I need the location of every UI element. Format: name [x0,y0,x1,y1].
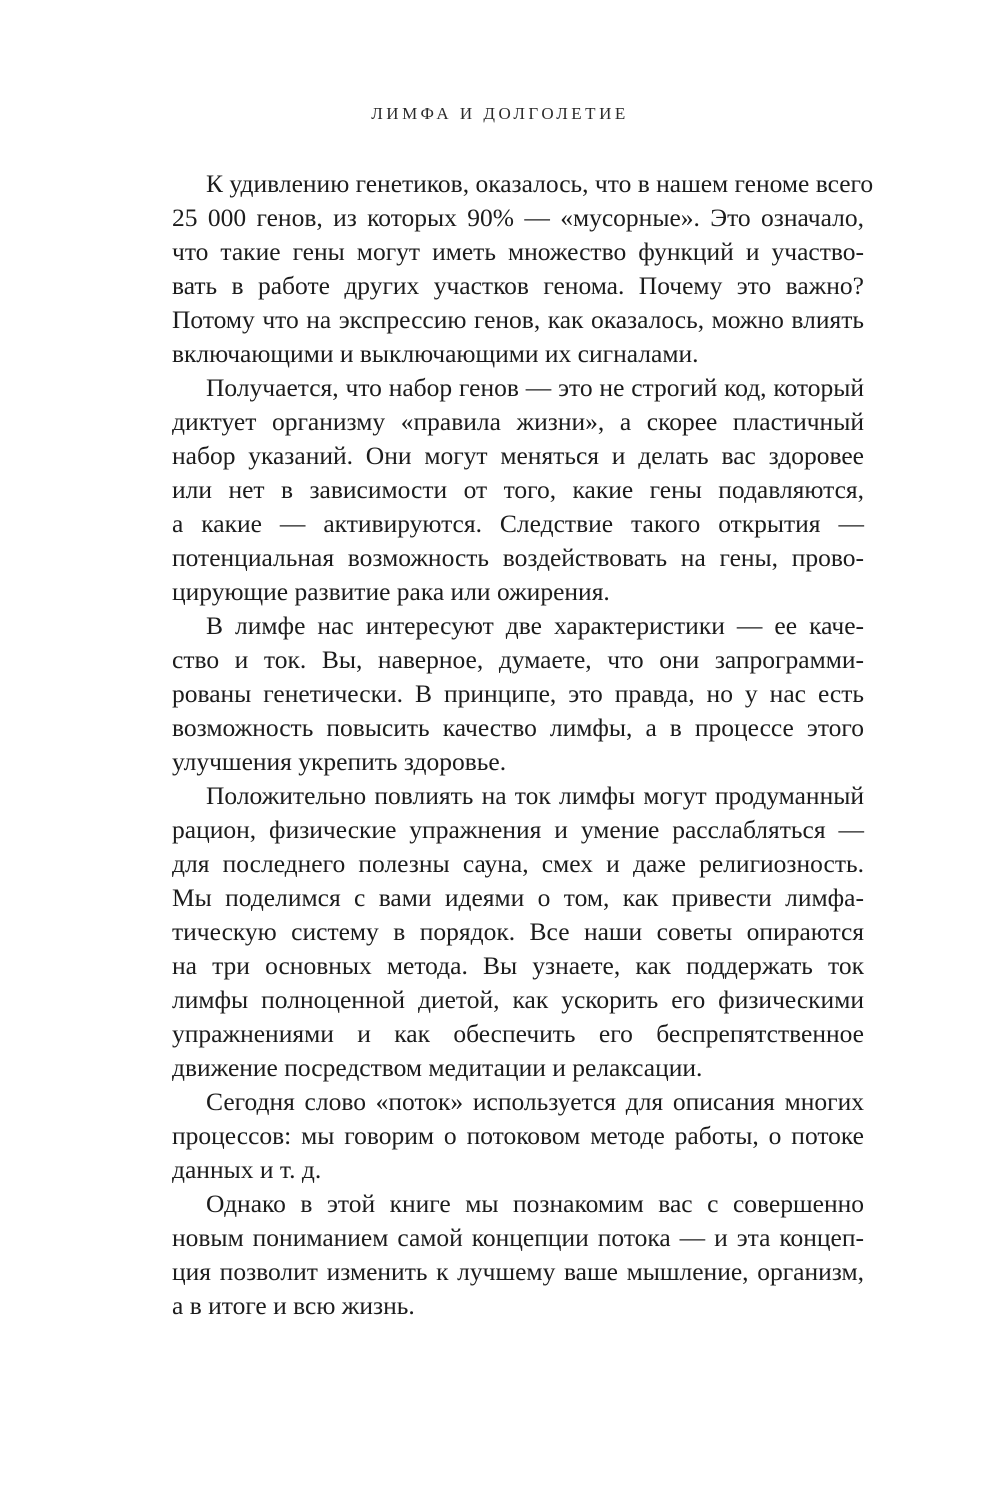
paragraph-1 [172,167,874,371]
text-line: В лимфе нас интересуют две характеристики — ее каче- [206,611,864,640]
running-head: ЛИМФА И ДОЛГОЛЕТИЕ [371,104,629,123]
text-line: новым пониманием самой концепции потока — и эта концеп- [172,1223,864,1252]
text-line: ция позволит изменить к лучшему ваше мышление, организм, [172,1257,864,1286]
text-line: данных и т. д. [172,1155,322,1184]
text-line: Однако в этой книге мы познакомим вас с совершенно [206,1189,864,1218]
text-line: лимфы полноценной диетой, как ускорить его физическими [172,985,864,1014]
text-line: набор указаний. Они могут меняться и делать вас здоровее [172,441,864,470]
text-line: на три основных метода. Вы узнаете, как поддержать ток [172,951,864,980]
text-line: включающими и выключающими их сигналами. [172,339,699,368]
text-line: рованы генетически. В принципе, это правда, но у нас есть [172,679,864,708]
text-line: или нет в зависимости от того, какие гены подавляются, [172,475,864,504]
text-line: К удивлению генетиков, оказалось, что в нашем геноме всего [206,169,874,198]
text-line: 25 000 генов, из которых 90% — «мусорные». Это означало, [172,203,864,232]
text-line: процессов: мы говорим о потоковом методе работы, о потоке [172,1121,864,1150]
text-line: возможность повысить качество лимфы, а в процессе этого [172,713,864,742]
text-line: рацион, физические упражнения и умение расслабляться — [172,815,864,844]
text-line: Положительно повлиять на ток лимфы могут продуманный [206,781,864,810]
text-line: а какие — активируются. Следствие такого открытия — [172,509,864,538]
text-line: для последнего полезны сауна, смех и даже религиозность. [172,849,864,878]
paragraph-6 [172,1187,864,1323]
paragraph-3 [172,609,864,779]
paragraph-4 [172,779,864,1085]
text-line: Получается, что набор генов — это не строгий код, который [206,373,864,402]
text-line: цирующие развитие рака или ожирения. [172,577,610,606]
paragraph-5 [172,1085,864,1187]
text-line: Сегодня слово «поток» используется для описания многих [206,1087,864,1116]
text-line: что такие гены могут иметь множество функций и участво- [172,237,864,266]
paragraph-2 [172,371,864,609]
text-line: диктует организму «правила жизни», а скорее пластичный [172,407,864,436]
text-line: ство и ток. Вы, наверное, думаете, что они запрограмми- [172,645,864,674]
body-text [172,167,874,1323]
text-line: упражнениями и как обеспечить его беспрепятственное [172,1019,864,1048]
text-line: а в итоге и всю жизнь. [172,1291,415,1320]
text-line: движение посредством медитации и релаксации. [172,1053,703,1082]
text-line: Потому что на экспрессию генов, как оказалось, можно влиять [172,305,864,334]
text-line: тическую систему в порядок. Все наши советы опираются [172,917,864,946]
text-line: улучшения укрепить здоровье. [172,747,507,776]
text-line: потенциальная возможность воздействовать на гены, прово- [172,543,864,572]
text-line: Мы поделимся с вами идеями о том, как привести лимфа- [172,883,864,912]
text-line: вать в работе других участков генома. Почему это важно? [172,271,864,300]
